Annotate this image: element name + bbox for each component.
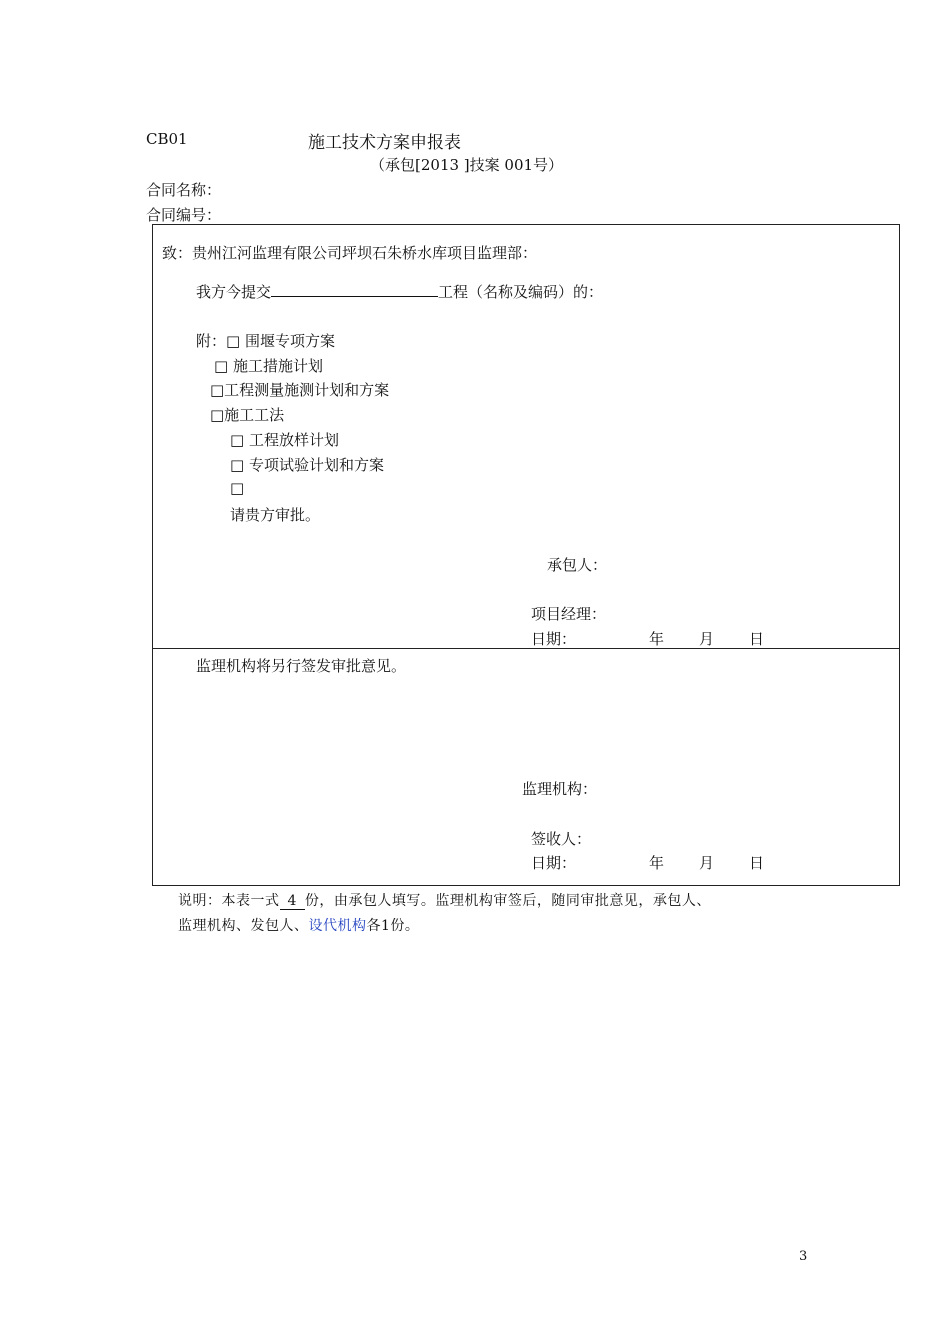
date-year: 年 (649, 630, 665, 648)
note-text: 说明：本表一式 (178, 893, 280, 909)
attach-label: 附： (196, 332, 227, 350)
date-label: 日期： (531, 854, 577, 872)
submit-line (196, 281, 603, 302)
note-text: 各1份。 (366, 918, 420, 934)
design-agency-link[interactable]: 设代机构 (308, 918, 367, 934)
date-day: 日 (749, 630, 765, 648)
contract-name-label: 合同名称： (146, 181, 222, 199)
date-year: 年 (649, 854, 665, 872)
note-text: 监理机构、发包人、 (178, 918, 309, 934)
signer-label: 签收人： (531, 830, 592, 848)
attachment-item[interactable]: □ (230, 479, 245, 497)
attachment-item[interactable]: □ 施工措施计划 (214, 357, 323, 375)
attachment-item[interactable]: □ 围堰专项方案 (226, 332, 335, 350)
attachment-row-1 (196, 330, 335, 351)
note-line-1 (178, 890, 711, 910)
project-manager-label: 项目经理： (531, 605, 607, 623)
copies-count: 4 (280, 893, 305, 910)
attachment-item[interactable]: □施工工法 (210, 406, 285, 424)
date-label: 日期： (531, 630, 577, 648)
submit-suffix: 工程（名称及编码）的： (438, 283, 604, 301)
attachment-item[interactable]: □ 专项试验计划和方案 (230, 456, 384, 474)
section-divider (152, 648, 900, 649)
attachment-item[interactable]: □ 工程放样计划 (230, 431, 339, 449)
contract-number-label: 合同编号： (146, 206, 222, 224)
form-code: CB01 (146, 130, 188, 148)
request-text: 请贵方审批。 (230, 506, 321, 524)
date-month: 月 (699, 854, 715, 872)
contractor-label: 承包人： (547, 556, 608, 574)
note-line-2 (178, 915, 419, 935)
addressee-line: 致：贵州江河监理有限公司坪坝石朱桥水库项目监理部： (162, 244, 538, 262)
page-number: 3 (799, 1249, 808, 1264)
submit-prefix: 我方今提交 (196, 283, 272, 301)
project-name-blank[interactable] (271, 282, 438, 297)
date-day: 日 (749, 854, 765, 872)
attachment-item[interactable]: □工程测量施测计划和方案 (210, 381, 390, 399)
date-month: 月 (699, 630, 715, 648)
supervision-statement: 监理机构将另行签发审批意见。 (196, 657, 407, 675)
supervision-org-label: 监理机构： (522, 780, 598, 798)
form-title: 施工技术方案申报表 (308, 133, 461, 153)
form-subtitle: （承包[2013 ]技案 001号） (370, 156, 564, 174)
note-text: 份，由承包人填写。监理机构审签后，随同审批意见，承包人、 (304, 893, 711, 909)
